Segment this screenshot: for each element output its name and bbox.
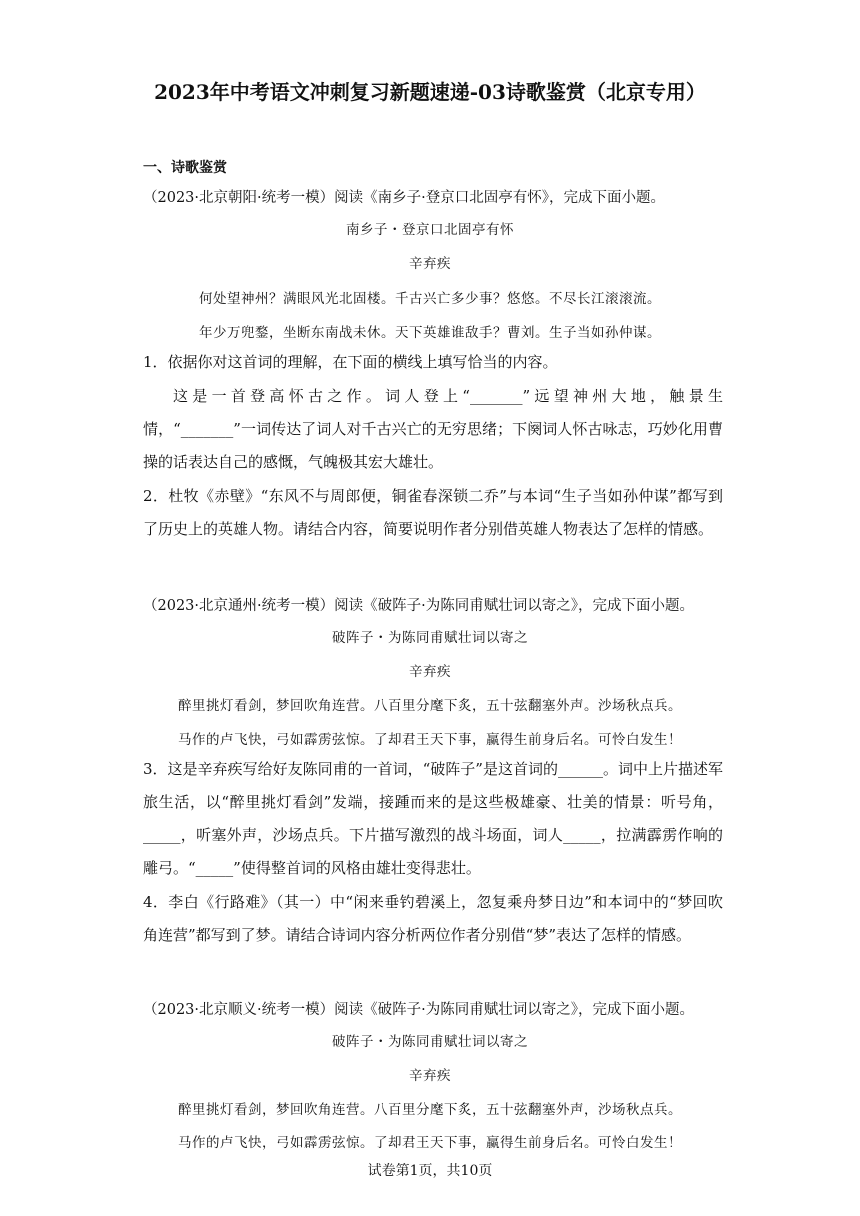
block2-poem-title: 破阵子・为陈同甫赋壮词以寄之 [332, 630, 528, 646]
block1-intro: （2023·北京朝阳·统考一模）阅读《南乡子·登京口北固亭有怀》，完成下面小题。 [143, 190, 665, 206]
block3-poem-title: 破阵子・为陈同甫赋壮词以寄之 [332, 1034, 528, 1050]
block2-poem-line2: 马作的卢飞快，弓如霹雳弦惊。了却君王天下事，赢得生前身后名。可怜白发生！ [178, 732, 682, 748]
section-heading: 一、诗歌鉴赏 [143, 160, 227, 176]
block1-poem-line1: 何处望神州？满眼风光北固楼。千古兴亡多少事？悠悠。不尽长江滚滚流。 [199, 291, 661, 307]
question-4: 4．李白《行路难》（其一）中“闲来垂钓碧溪上，忽复乘舟梦日边”和本词中的“梦回吹角连营”都写到了梦。请结合诗词内容分析两位作者分别借“梦”表达了怎样的情感。 [143, 893, 723, 944]
block3-poem-line1: 醉里挑灯看剑，梦回吹角连营。八百里分麾下炙，五十弦翻塞外声，沙场秋点兵。 [178, 1102, 682, 1118]
block2-author: 辛弃疾 [409, 664, 451, 680]
block1-author: 辛弃疾 [409, 256, 451, 272]
block3-author: 辛弃疾 [409, 1068, 451, 1084]
page-title: 2023年中考语文冲刺复习新题速递-03诗歌鉴赏（北京专用） [154, 80, 706, 104]
block1-poem-line2: 年少万兜鍪，坐断东南战未休。天下英雄谁敌手？曹刘。生子当如孙仲谋。 [199, 325, 661, 341]
block3-poem-line2: 马作的卢飞快，弓如霹雳弦惊。了却君王天下事，赢得生前身后名。可怜白发生！ [178, 1135, 682, 1151]
page-footer: 试卷第1页，共10页 [367, 1163, 493, 1179]
question-1-body: 这是一首登高怀古之作。词人登上“_______”远望神州大地，触景生情，“_______”一词传达了词人对千古兴亡的无穷思绪；下阕词人怀古咏志，巧妙化用曹操的话表达自己的感慨，气魄极其宏大雄壮。 [143, 387, 723, 471]
question-1-head: 1．依据你对这首词的理解，在下面的横线上填写恰当的内容。 [143, 353, 558, 371]
question-2: 2．杜牧《赤壁》“东风不与周郎便，铜雀春深锁二乔”与本词“生子当如孙仲谋”都写到了历史上的英雄人物。请结合内容，简要说明作者分别借英雄人物表达了怎样的情感。 [143, 487, 723, 538]
block3-intro: （2023·北京顺义·统考一模）阅读《破阵子·为陈同甫赋壮词以寄之》，完成下面小题。 [143, 1002, 694, 1018]
block1-poem-title: 南乡子・登京口北固亭有怀 [346, 222, 514, 238]
block2-poem-line1: 醉里挑灯看剑，梦回吹角连营。八百里分麾下炙，五十弦翻塞外声。沙场秋点兵。 [178, 698, 682, 714]
question-3: 3．这是辛弃疾写给好友陈同甫的一首词，“破阵子”是这首词的______。词中上片描述军旅生活，以“醉里挑灯看剑”发端，接踵而来的是这些极雄豪、壮美的情景：听号角，_____，听塞外声，沙场点兵。下片描写激烈的战斗场面，词人_____，拉满霹雳作响的雕弓。“_____”使得整首词的风格由雄壮变得悲壮。 [143, 760, 723, 877]
block2-intro: （2023·北京通州·统考一模）阅读《破阵子·为陈同甫赋壮词以寄之》，完成下面小题。 [143, 598, 694, 614]
